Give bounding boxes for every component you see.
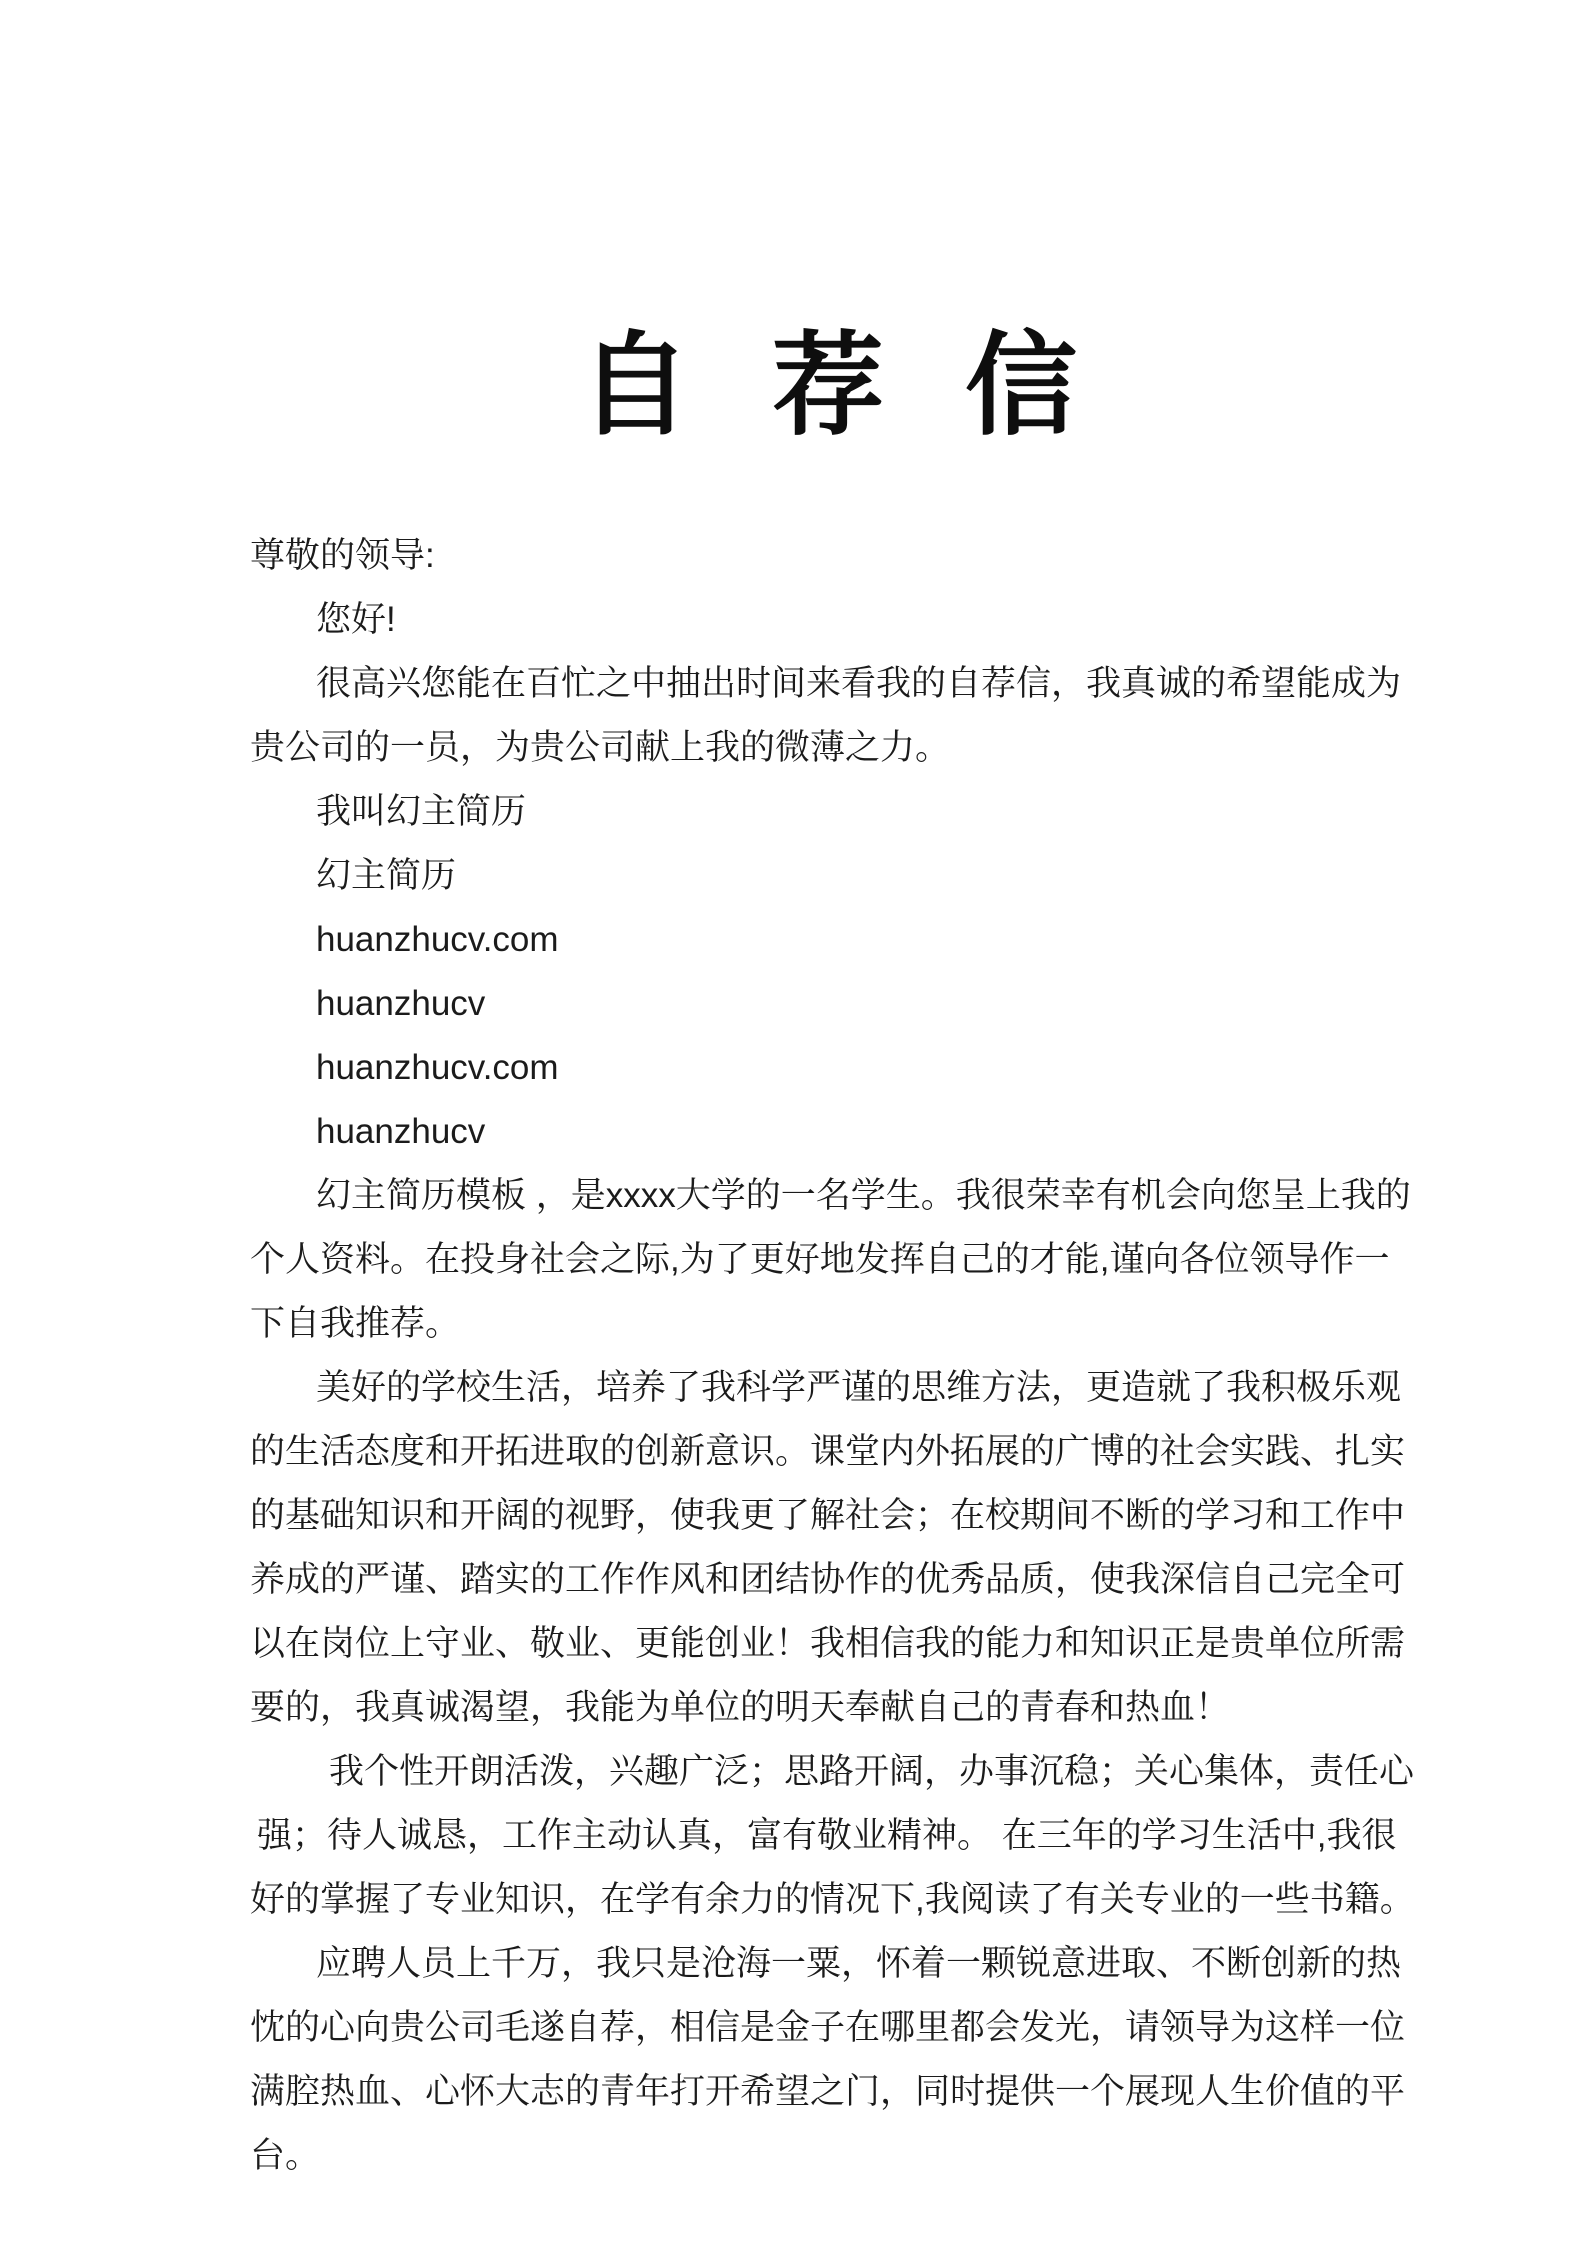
letter-line: 要的，我真诚渴望，我能为单位的明天奉献自己的青春和热血！ xyxy=(250,1688,1231,1727)
letter-line: 个人资料。在投身社会之际,为了更好地发挥自己的才能,谨向各位领导作一 xyxy=(250,1240,1390,1279)
letter-line: 幻主简历 xyxy=(316,856,457,895)
letter-line: 养成的严谨、踏实的工作作风和团结协作的优秀品质，使我深信自己完全可 xyxy=(250,1560,1406,1599)
letter-line: 贵公司的一员，为贵公司献上我的微薄之力。 xyxy=(250,728,951,767)
letter-line: 我个性开朗活泼，兴趣广泛；思路开阔，办事沉稳；关心集体，责任心 xyxy=(329,1752,1415,1791)
letter-line: huanzhucv.com xyxy=(316,920,559,959)
letter-line: 的基础知识和开阔的视野，使我更了解社会；在校期间不断的学习和工作中 xyxy=(250,1496,1406,1535)
letter-line: 尊敬的领导: xyxy=(250,536,435,575)
letter-line: 好的掌握了专业知识，在学有余力的情况下,我阅读了有关专业的一些书籍。 xyxy=(250,1880,1415,1919)
letter-line: 台。 xyxy=(250,2136,321,2175)
letter-body xyxy=(250,524,1420,2188)
letter-line: 的生活态度和开拓进取的创新意识。课堂内外拓展的广博的社会实践、扎实 xyxy=(250,1432,1406,1471)
letter-line: 美好的学校生活，培养了我科学严谨的思维方法，更造就了我积极乐观 xyxy=(316,1368,1402,1407)
letter-line: 强；待人诚恳，工作主动认真，富有敬业精神。 在三年的学习生活中,我很 xyxy=(257,1816,1397,1855)
letter-title: 自 荐 信 xyxy=(578,323,1080,448)
letter-line: 幻主简历模板 ，是xxxx大学的一名学生。我很荣幸有机会向您呈上我的 xyxy=(316,1176,1411,1215)
letter-line: huanzhucv xyxy=(316,984,486,1023)
letter-line: 您好! xyxy=(316,600,396,639)
letter-line: 很高兴您能在百忙之中抽出时间来看我的自荐信，我真诚的希望能成为 xyxy=(316,664,1402,703)
letter-line: 下自我推荐。 xyxy=(250,1304,461,1343)
letter-line: 以在岗位上守业、敬业、更能创业！我相信我的能力和知识正是贵单位所需 xyxy=(250,1624,1406,1663)
letter-line: huanzhucv xyxy=(316,1112,486,1151)
letter-line: 应聘人员上千万，我只是沧海一粟，怀着一颗锐意进取、不断创新的热 xyxy=(316,1944,1402,1983)
letter-line: huanzhucv.com xyxy=(316,1048,559,1087)
letter-line: 忱的心向贵公司毛遂自荐，相信是金子在哪里都会发光，请领导为这样一位 xyxy=(250,2008,1406,2047)
letter-line: 我叫幻主简历 xyxy=(316,792,527,831)
letter-line: 满腔热血、心怀大志的青年打开希望之门，同时提供一个展现人生价值的平 xyxy=(250,2072,1406,2111)
